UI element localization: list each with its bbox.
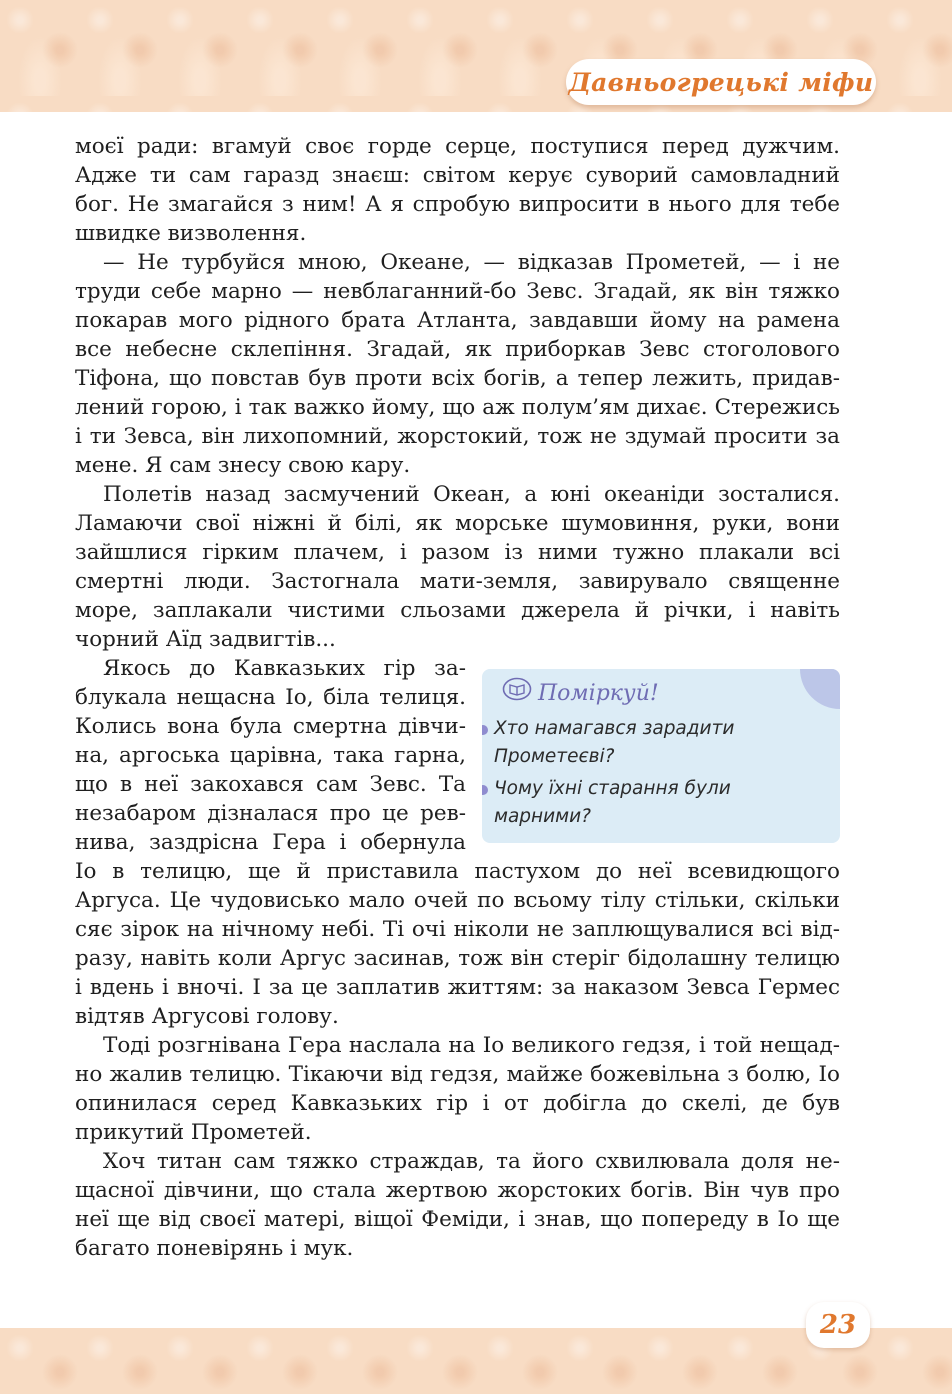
paragraph: Якось до Кавказьких гір заблукала нещасна Іо, біла телиця. Колись вона була смертна дівчина, аргоська царівна, така гарна, що в неї закохався сам Зевс. Та незабаром дізналася про це ревнива, заздрісна Гера і обернула Іо в телицю, ще й приставила пастухом до неї всевидющого Аргуса. Це чудовисько мало очей по всьому тілу стільки, скільки сяє зірок на нічному небі. Ті очі ніколи не заплющувалися всі відразу, навіть коли Аргус засинав, тож він стеріг бідолашну телицю і вдень і вночі. І за це заплатив життям: за наказом Зевса Гермес відтяв Аргусові голову. [75,656,840,1029]
page-number-badge [806,1302,870,1348]
book-icon [502,677,532,709]
text-block-top [75,132,840,654]
callout-question: Чому їхні старання були марними? [482,775,822,831]
section-title: Давньогрецькі міфи [568,67,874,97]
page-number: 23 [819,1310,857,1340]
text-block-bottom [75,654,840,1263]
section-header-tab [566,59,876,105]
paragraph: — Не турбуйся мною, Океане, — відказав Прометей, — і не труди себе марно — невблаганний-бо Зевс. Згадай, як він тяжко покарав мого рідного брата Атланта, завдавши йому на рамена все небесне склепіння. Згадай, як приборкав Зевс стоголового Тіфона, що повстав був проти всіх богів, а тепер лежить, придавлений горою, і так важко йому, що аж полум’ям дихає. Стережись і ти Зевса, він лихопомний, жорстокий, тож не здумай просити за мене. Я сам знесу свою кару. [75,250,840,478]
bullet-icon [482,785,488,795]
paragraph: Тоді розгнівана Гера наслала на Іо великого гедзя, і той нещадно жалив телицю. Тікаючи від гедзя, майже божевільна з болю, Іо опинилася серед Кавказьких гір і от добігла до скелі, де був прикутий Прометей. [75,1033,840,1145]
think-callout-box [482,669,840,843]
callout-question-list [482,715,822,835]
paragraph: моєї ради: вгамуй своє горде серце, поступися перед дужчим. Адже ти сам гаразд знаєш: світом керує суворий самовладний бог. Не змагайся з ним! А я спробую випросити в нього для тебе швидке визволення. [75,134,840,246]
callout-corner-decoration [800,669,840,709]
paragraph: Полетів назад засмучений Океан, а юні океаніди зосталися. Ламаючи свої ніжні й білі, як морське шумовиння, руки, вони зайшлися гірким плачем, і разом із ними тужно плакали всі смертні люди. Застогнала мати-земля, завирувало священне море, заплакали чистими сльозами джерела й річки, і навіть чорний Аїд задвигтів... [75,482,840,652]
callout-title: Поміркуй! [538,680,659,706]
callout-question: Хто намагався зарадити Прометеєві? [482,715,822,771]
bullet-icon [482,725,488,735]
paragraph: Хоч титан сам тяжко страждав, та його схвилювала доля нещасної дівчини, що стала жертвою жорстоких богів. Він чув про неї ще від своєї матері, віщої Феміди, і знав, що попереду в Іо ще багато поневірянь і мук. [75,1149,840,1261]
callout-header [502,677,659,709]
